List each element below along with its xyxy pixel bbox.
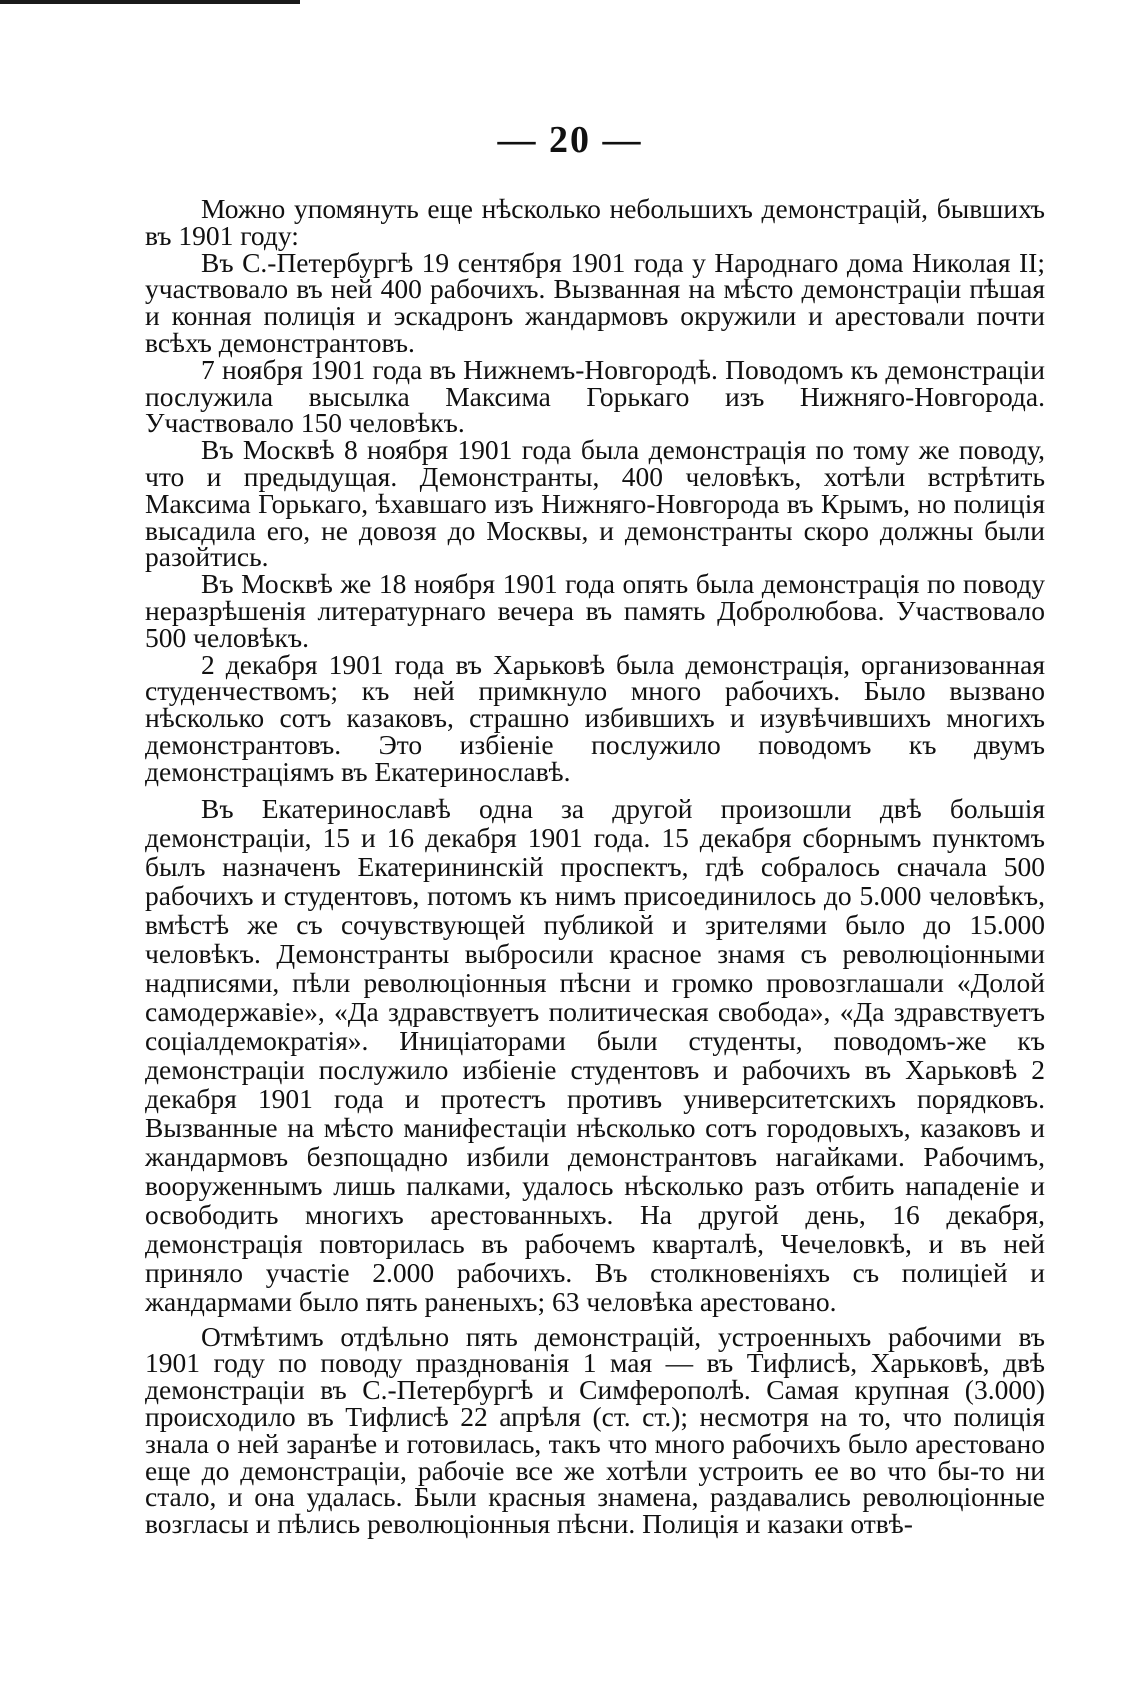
- paragraph-nizhny-novgorod: 7 ноября 1901 года въ Нижнемъ-Новгородѣ. Поводомъ къ демонстраціи послужила высылка Максима Горькаго изъ Нижняго-Новгорода. Участвовало 150 человѣкъ.: [145, 353, 1045, 439]
- paragraph-intro: Можно упомянуть еще нѣсколько небольшихъ демонстрацій, бывшихъ въ 1901 году:: [145, 193, 1045, 251]
- paragraph-may-day: Отмѣтимъ отдѣльно пять демонстрацій, устроенныхъ рабочими въ 1901 году по поводу празднованія 1 мая — въ Тифлисѣ, Харьковѣ, двѣ демонстраціи въ С.-Петербургѣ и Симферополѣ. Самая крупная (3.000) происходило въ Тифлисѣ 22 апрѣля (ст. ст.); несмотря на то, что полиція знала о ней заранѣе и готовилась, такъ что много рабочихъ было арестовано еще до демонстраціи, рабочіе все же хотѣли устроить ее во что бы-то ни стало, и она удалась. Были красныя знамена, раздавались революціонные возгласы и пѣлись революціонныя пѣсни. Полиція и казаки отвѣ-: [145, 1320, 1045, 1540]
- document-body: [145, 193, 1045, 1540]
- paragraph-ekaterinoslav: Въ Екатеринославѣ одна за другой произошли двѣ большія демонстраціи, 15 и 16 декабря 1901 года. 15 декабря сборнымъ пунктомъ былъ назначенъ Екатерининскій проспектъ, гдѣ собралось сначала 500 рабочихъ и студентовъ, потомъ къ нимъ присоединилось до 5.000 человѣкъ, вмѣстѣ же съ сочувствующей публикой и зрителями было до 15.000 человѣкъ. Демонстранты выбросили красное знамя съ революціонными надписями, пѣли революціонныя пѣсни и громко провозглашали «Долой самодержавіе», «Да здравствуетъ политическая свобода», «Да здравствуетъ соціалдемократія». Иниціаторами были студенты, поводомъ-же къ демонстраціи послужило избіеніе студентовъ и рабочихъ въ Харьковѣ 2 декабря 1901 года и протестъ противъ университетскихъ порядковъ. Вызванные на мѣсто манифестаціи нѣсколько сотъ городовыхъ, казаковъ и жандармовъ безпощадно избили демонстрантовъ нагайками. Рабочимъ, вооруженнымъ лишь палками, удалось нѣсколько разъ отбить нападеніе и освободить многихъ арестованныхъ. На другой день, 16 декабря, демонстрація повторилась въ рабочемъ кварталѣ, Чечеловкѣ, и въ ней приняло участіе 2.000 рабочихъ. Въ столкновеніяхъ съ полиціей и жандармами было пять раненыхъ; 63 человѣка арестовано.: [145, 792, 1045, 1317]
- paragraph-moscow-8-nov: Въ Москвѣ 8 ноября 1901 года была демонстрація по тому же поводу, что и предыдущая. Демонстранты, 400 человѣкъ, хотѣли встрѣтить Максима Горькаго, ѣхавшаго изъ Нижняго-Новгорода въ Крымъ, но полиція высадила его, не довозя до Москвы, и демонстранты скоро должны были разойтись.: [145, 434, 1045, 573]
- paragraph-kharkov: 2 декабря 1901 года въ Харьковѣ была демонстрація, организованная студенчествомъ; къ ней примкнуло много рабочихъ. Было вызвано нѣсколько сотъ казаковъ, страшно избившихъ и изувѣчившихъ многихъ демонстрантовъ. Это избіеніе послужило поводомъ къ двумъ демонстраціямъ въ Екатеринославѣ.: [145, 648, 1045, 787]
- top-border-rule: [0, 0, 300, 4]
- paragraph-petersburg: Въ С.-Петербургѣ 19 сентября 1901 года у Народнаго дома Николая II; участвовало въ ней 400 рабочихъ. Вызванная на мѣсто демонстраціи пѣшая и конная полиція и эскадронъ жандармовъ окружили и арестовали почти всѣхъ демонстрантовъ.: [145, 246, 1045, 358]
- page-number: — 20 —: [497, 119, 643, 161]
- paragraph-moscow-18-nov: Въ Москвѣ же 18 ноября 1901 года опять была демонстрація по поводу неразрѣшенія литературнаго вечера въ память Добролюбова. Участвовало 500 человѣкъ.: [145, 568, 1045, 653]
